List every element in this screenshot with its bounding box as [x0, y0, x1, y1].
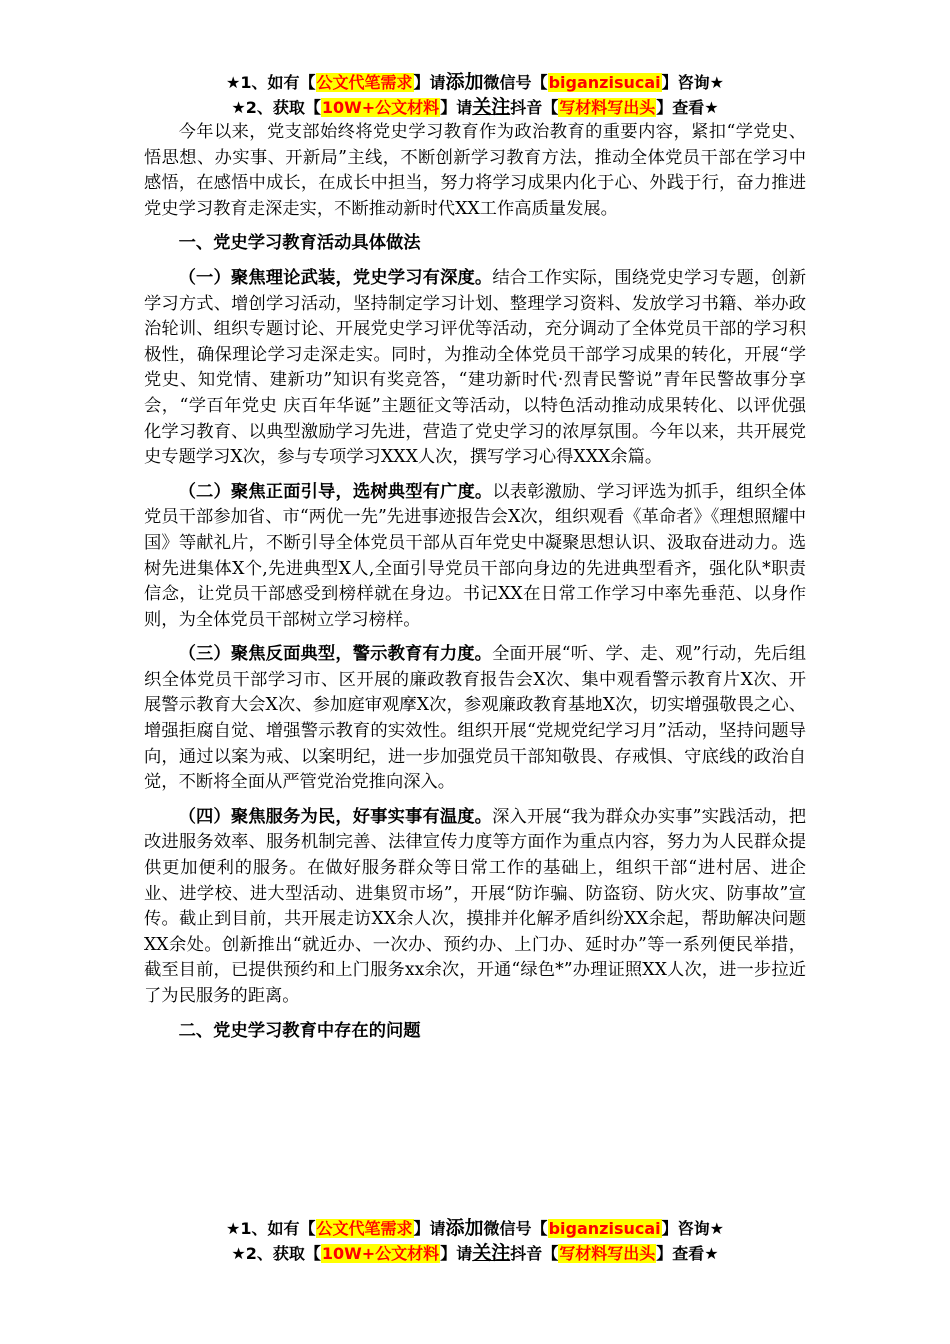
promo-header [0, 70, 950, 120]
promo-text: 】请 [440, 1244, 473, 1263]
promo-text: 微信号【 [483, 73, 548, 92]
intro-paragraph: 今年以来，党支部始终将党史学习教育作为政治教育的重要内容，紧扣“学党史、悟思想、办实事、开新局”主线，不断创新学习教育方法，推动全体党员干部在学习中感悟，在感悟中成长，在成长中担当，努力将学习成果内化于心、外践于行，奋力推进党史学习教育走深走实，不断推动新时代XX工作高质量发展。 [144, 122, 806, 219]
paragraph-lead: （四）聚焦服务为民，好事实事有温度。 [178, 806, 493, 827]
promo-emphasis: 关注 [472, 96, 511, 118]
promo-text: 】请 [413, 73, 446, 92]
paragraph-text: 深入开展“我为群众办实事”实践活动，把改进服务效率、服务机制完善、法律宣传力度等方面作为重点内容，努力为人民群众提供更加便利的服务。在做好服务群众等日常工作的基础上，组织干部“进村居、进企业、进学校、进大型活动、进集贸市场”，开展“防诈骗、防盗窃、防火灾、防事故”宣传。截止到目前，共开展走访XX余人次，摸排并化解矛盾纠纷XX余起，帮助解决问题XX余处。创新推出“就近办、一次办、预约办、上门办、延时办”等一系列便民举措，截至目前，已提供预约和上门服务xx余次，开通“绿色*”办理证照XX人次，进一步拉近了为民服务的距离。 [144, 806, 806, 1006]
promo-text: ★1、如有【 [226, 73, 316, 92]
promo-text: 微信号【 [483, 1219, 548, 1238]
promo-line-1 [0, 70, 950, 95]
promo-wechat-id: biganzisucai [548, 73, 661, 92]
paragraph-text: 结合工作实际，围绕党史学习专题，创新学习方式、增创学习活动，坚持制定学习计划、整理学习资料、发放学习书籍、举办政治轮训、组织专题讨论、开展党史学习评优等活动，充分调动了全体党员干部的学习积极性，确保理论学习走深走实。同时，为推动全体党员干部学习成果的转化，开展“学党史、知党情、建新功”知识有奖竞答，“建功新时代·烈青民警说”青年民警故事分享会，“学百年党史 庆百年华诞”主题征文等活动，以特色活动推动成果转化、以评优强化学习教育、以典型激励学习先进，营造了党史学习的浓厚氛围。今年以来，共开展党史专题学习X次，参与专项学习XXX人次，撰写学习心得XXX余篇。 [144, 267, 806, 468]
promo-text: ★2、获取【 [231, 98, 321, 117]
promo-line-2 [0, 95, 950, 120]
paragraph-lead: （二）聚焦正面引导，选树典型有广度。 [178, 481, 493, 502]
paragraph-text: 全面开展“听、学、走、观”行动，先后组织全体党员干部学习市、区开展的廉政教育报告会X次、集中观看警示教育片X次、开展警示教育大会X次、参加庭审观摩X次，参观廉政教育基地X次，切实增强敬畏之心、增强拒腐自觉、增强警示教育的实效性。组织开展“党规党纪学习月”活动，坚持问题导向，通过以案为戒、以案明纪，进一步加强党员干部知敬畏、存戒惧、守底线的政治自觉，不断将全面从严管党治党推向深入。 [144, 644, 806, 793]
promo-text: ★2、获取【 [231, 1244, 321, 1263]
section-paragraph-4 [144, 805, 806, 1010]
promo-text: 抖音【 [510, 98, 559, 117]
section-heading-1: 一、党史学习教育活动具体做法 [178, 233, 421, 254]
promo-text: 】咨询★ [661, 73, 724, 92]
promo-footer [0, 1216, 950, 1266]
promo-douyin-id: 写材料写出头 [559, 98, 656, 117]
promo-text: 】请 [413, 1219, 446, 1238]
promo-emphasis: 添加 [445, 71, 484, 93]
promo-highlight: 公文代笔需求 [316, 73, 413, 92]
paragraph-text: 以表彰激励、学习评选为抓手，组织全体党员干部参加省、市“两优一先”先进事迹报告会X次，组织观看《革命者》《理想照耀中国》等献礼片，不断引导全体党员干部从百年党史中凝聚思想认识、汲取奋进动力。选树先进集体X个,先进典型X人,全面引导党员干部向身边的先进典型看齐，强化队*职责信念，让党员干部感受到榜样就在身边。书记XX在日常工作学习中率先垂范、以身作则，为全体党员干部树立学习榜样。 [144, 481, 806, 630]
section-paragraph-3 [144, 642, 806, 796]
promo-douyin-id: 写材料写出头 [559, 1244, 656, 1263]
promo-text: 】查看★ [656, 1244, 719, 1263]
promo-highlight: 10W+公文材料 [321, 1244, 440, 1263]
paragraph-lead: （三）聚焦反面典型，警示教育有力度。 [178, 644, 493, 665]
promo-text: 抖音【 [510, 1244, 559, 1263]
promo-line-2 [0, 1241, 950, 1266]
promo-text: 】请 [440, 98, 473, 117]
section-heading-2: 二、党史学习教育中存在的问题 [178, 1020, 421, 1041]
promo-wechat-id: biganzisucai [548, 1219, 661, 1238]
promo-emphasis: 关注 [472, 1242, 511, 1264]
promo-line-1 [0, 1216, 950, 1241]
section-paragraph-2 [144, 480, 806, 634]
paragraph-lead: （一）聚焦理论武装，党史学习有深度。 [178, 267, 493, 288]
section-paragraph-1 [144, 266, 806, 471]
promo-highlight: 公文代笔需求 [316, 1219, 413, 1238]
document-body [144, 120, 806, 1053]
promo-highlight: 10W+公文材料 [321, 98, 440, 117]
promo-text: 】咨询★ [661, 1219, 724, 1238]
promo-emphasis: 添加 [445, 1217, 484, 1239]
promo-text: 】查看★ [656, 98, 719, 117]
promo-text: ★1、如有【 [226, 1219, 316, 1238]
